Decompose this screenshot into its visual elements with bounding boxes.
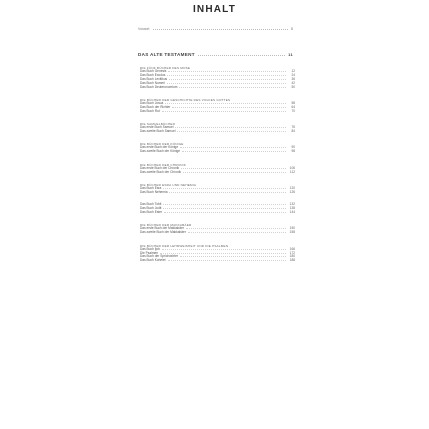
dot-leader bbox=[162, 110, 286, 112]
entry-name: Das zweite Buch der Chronik bbox=[140, 169, 182, 174]
toc-entry[interactable] bbox=[140, 231, 295, 235]
entry-page: 166 bbox=[289, 246, 295, 251]
entry-page: 50 bbox=[291, 84, 295, 89]
entry-page: 138 bbox=[289, 206, 295, 211]
entry-name: Das Buch Deuteronomium bbox=[140, 84, 178, 89]
group-title: DIE BÜCHER DER CHRONIK bbox=[140, 162, 186, 167]
dot-leader bbox=[198, 54, 285, 56]
book-group bbox=[140, 183, 295, 195]
entry-page: 76 bbox=[291, 125, 295, 130]
group-title: DIE FÜNF BÜCHER DES MOSE bbox=[140, 66, 191, 70]
entry-page: 58 bbox=[291, 100, 295, 105]
dot-leader bbox=[182, 150, 286, 152]
toc-entry[interactable] bbox=[140, 150, 295, 154]
dot-leader bbox=[163, 207, 286, 209]
entry-name: Das zweite Buch Samuel bbox=[140, 129, 176, 134]
entry-name: Das Buch Tobit bbox=[140, 202, 162, 207]
entry-page: 42 bbox=[291, 80, 295, 85]
entry-page: 158 bbox=[289, 230, 295, 235]
dot-leader bbox=[179, 86, 286, 88]
entry-name: Das erste Buch Samuel bbox=[140, 125, 174, 130]
dot-leader bbox=[160, 252, 286, 254]
group-title: DIE BÜCHER DER GESCHICHTE DES VOLKES GOTTES bbox=[140, 97, 231, 102]
entry-label: Vorwort bbox=[138, 27, 150, 31]
dot-leader bbox=[163, 203, 286, 205]
dot-leader bbox=[172, 106, 286, 108]
entry-name: Das zweite Buch der Makkabäer bbox=[140, 230, 186, 235]
entry-name: Das Buch Kohelet bbox=[140, 258, 166, 263]
book-groups bbox=[140, 66, 295, 272]
book-group bbox=[140, 244, 295, 264]
group-title: DIE BÜCHER DER KÖNIGE bbox=[140, 142, 184, 147]
group-title: DIE BÜCHER DER MAKKABÄER bbox=[140, 223, 192, 228]
book-group bbox=[140, 98, 295, 114]
dot-leader bbox=[163, 187, 286, 189]
group-title: DIE BÜCHER DER LEHRWEISHEIT UND DIE PSALMEN bbox=[140, 243, 229, 248]
dot-leader bbox=[180, 146, 286, 148]
entry-page: 5 bbox=[290, 26, 293, 31]
entry-name: Das erste Buch der Makkabäer bbox=[140, 226, 184, 231]
section-heading-old-testament[interactable] bbox=[138, 52, 293, 57]
toc-entry[interactable] bbox=[140, 86, 295, 90]
entry-name: Das zweite Buch der Könige bbox=[140, 149, 181, 154]
entry-page: 172 bbox=[289, 250, 295, 255]
entry-name: Das Buch Exodus bbox=[140, 72, 166, 77]
dot-leader bbox=[181, 167, 286, 169]
book-group bbox=[140, 122, 295, 134]
dot-leader bbox=[186, 227, 286, 229]
entry-page: 112 bbox=[289, 169, 295, 174]
entry-page: 70 bbox=[291, 108, 295, 113]
dot-leader bbox=[162, 248, 286, 250]
entry-page: 150 bbox=[289, 226, 295, 231]
entry-page: 132 bbox=[289, 202, 295, 207]
group-title: DIE SAMUELBÜCHER bbox=[140, 122, 176, 127]
entry-name: Das Buch Josua bbox=[140, 100, 164, 105]
entry-name: Das Buch Ijob bbox=[140, 246, 160, 251]
entry-name: Das Buch Numeri bbox=[140, 80, 165, 85]
section-page: 11 bbox=[288, 52, 293, 57]
entry-page: 84 bbox=[291, 129, 295, 134]
entry-name: Das Buch der Sprichwörter bbox=[140, 254, 179, 259]
dot-leader bbox=[164, 211, 286, 213]
entry-name: Das Buch Nehemia bbox=[140, 189, 168, 194]
book-group bbox=[140, 223, 295, 235]
entry-page: 64 bbox=[291, 104, 295, 109]
toc-entry-vorwort[interactable] bbox=[138, 26, 293, 31]
entry-page: 24 bbox=[291, 72, 295, 77]
group-title: DIE BÜCHER ESRA UND NEHEMIA bbox=[140, 182, 197, 187]
entry-page: 12 bbox=[291, 69, 295, 73]
book-group bbox=[140, 163, 295, 175]
toc-entry[interactable] bbox=[140, 171, 295, 175]
entry-name: Das erste Buch der Chronik bbox=[140, 165, 180, 170]
entry-name: Die Psalmen bbox=[140, 250, 159, 255]
book-group bbox=[140, 66, 295, 89]
entry-name: Das Buch Ester bbox=[140, 210, 163, 215]
dot-leader bbox=[169, 191, 286, 193]
dot-leader bbox=[153, 28, 288, 30]
dot-leader bbox=[175, 126, 286, 128]
book-group bbox=[140, 142, 295, 154]
entry-page: 144 bbox=[289, 210, 295, 215]
entry-page: 98 bbox=[291, 149, 295, 154]
entry-name: Das Buch Levitikus bbox=[140, 76, 168, 81]
entry-page: 188 bbox=[289, 258, 295, 263]
dot-leader bbox=[168, 70, 286, 72]
entry-name: Das erste Buch der Könige bbox=[140, 145, 179, 150]
entry-page: 106 bbox=[289, 165, 295, 170]
dot-leader bbox=[169, 78, 286, 80]
dot-leader bbox=[188, 231, 286, 233]
dot-leader bbox=[167, 82, 286, 84]
toc-entry[interactable] bbox=[140, 211, 295, 215]
entry-page: 36 bbox=[291, 76, 295, 81]
toc-entry[interactable] bbox=[140, 110, 295, 114]
entry-page: 180 bbox=[289, 254, 295, 259]
entry-name: Das Buch Rut bbox=[140, 108, 160, 113]
dot-leader bbox=[168, 259, 286, 261]
toc-entry[interactable] bbox=[140, 191, 295, 195]
dot-leader bbox=[165, 102, 286, 104]
dot-leader bbox=[183, 171, 286, 173]
toc-entry[interactable] bbox=[140, 130, 295, 134]
toc-entry[interactable] bbox=[140, 259, 295, 263]
dot-leader bbox=[167, 74, 286, 76]
section-label: DAS ALTE TESTAMENT bbox=[138, 52, 195, 57]
page-title: INHALT bbox=[192, 4, 237, 15]
entry-page: 120 bbox=[289, 185, 295, 190]
dot-leader bbox=[177, 130, 286, 132]
entry-name: Das Buch Esra bbox=[140, 185, 162, 190]
entry-name: Das Buch der Richter bbox=[140, 104, 171, 109]
entry-page: 90 bbox=[291, 145, 295, 150]
dot-leader bbox=[180, 255, 286, 257]
entry-name: Das Buch Genesis bbox=[140, 69, 167, 73]
entry-page: 126 bbox=[289, 189, 295, 194]
book-group bbox=[140, 203, 295, 215]
entry-name: Das Buch Judit bbox=[140, 206, 162, 211]
